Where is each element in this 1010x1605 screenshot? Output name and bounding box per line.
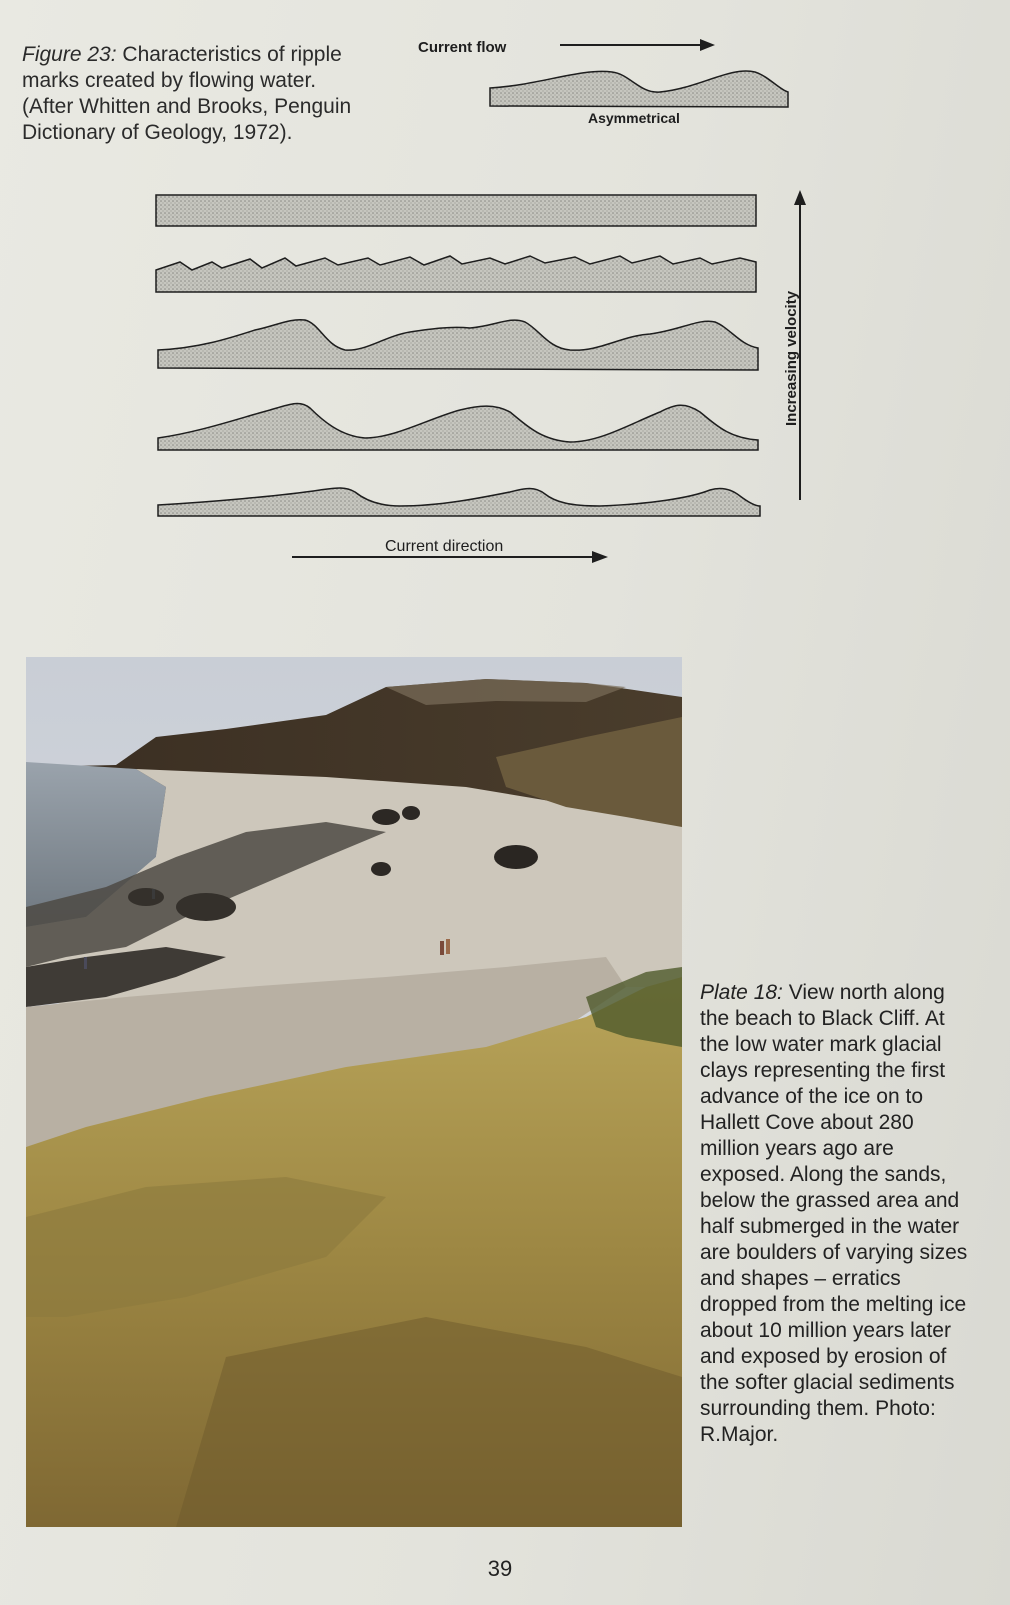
flat-bed-stage [156,195,756,226]
plate-label: Plate 18: [700,981,783,1004]
figure-caption-text: Characteristics of ripple marks created by flowing water. (After Whitten and Brooks, Penguin Dictionary of Geology, 1972). [22,43,352,144]
medium-ripples-stage [158,320,758,370]
flattened-ripples-stage [158,488,760,516]
small-ripples-stage [156,256,756,292]
asymmetrical-label: Asymmetrical [588,110,680,126]
beach-photo [26,657,682,1527]
beach-photo-image [26,657,682,1527]
ripple-marks-diagram [0,0,1010,640]
large-ripples-stage [158,404,758,450]
page-number: 39 [487,1556,513,1581]
current-flow-arrow [560,39,715,51]
current-direction-label: Current direction [385,538,504,555]
asymmetrical-ripple [490,71,788,107]
plate-caption-text: View north along the beach to Black Cliff. At the low water mark glacial clays representing the first advance of the ice on to Hallett Cove about 280 million years ago are exposed. Along the sands, below the grassed area and half submerged in the water are boulders of varying sizes and shapes – erratics dropped from the melting ice about 10 million years later and exposed by erosion of the softer glacial sediments surrounding them. Photo: R.Major. [700,981,968,1446]
plate-caption [700,980,970,1448]
current-flow-label: Current flow [418,39,507,56]
increasing-velocity-label: Increasing velocity [783,290,800,426]
figure-label: Figure 23: [22,43,117,66]
